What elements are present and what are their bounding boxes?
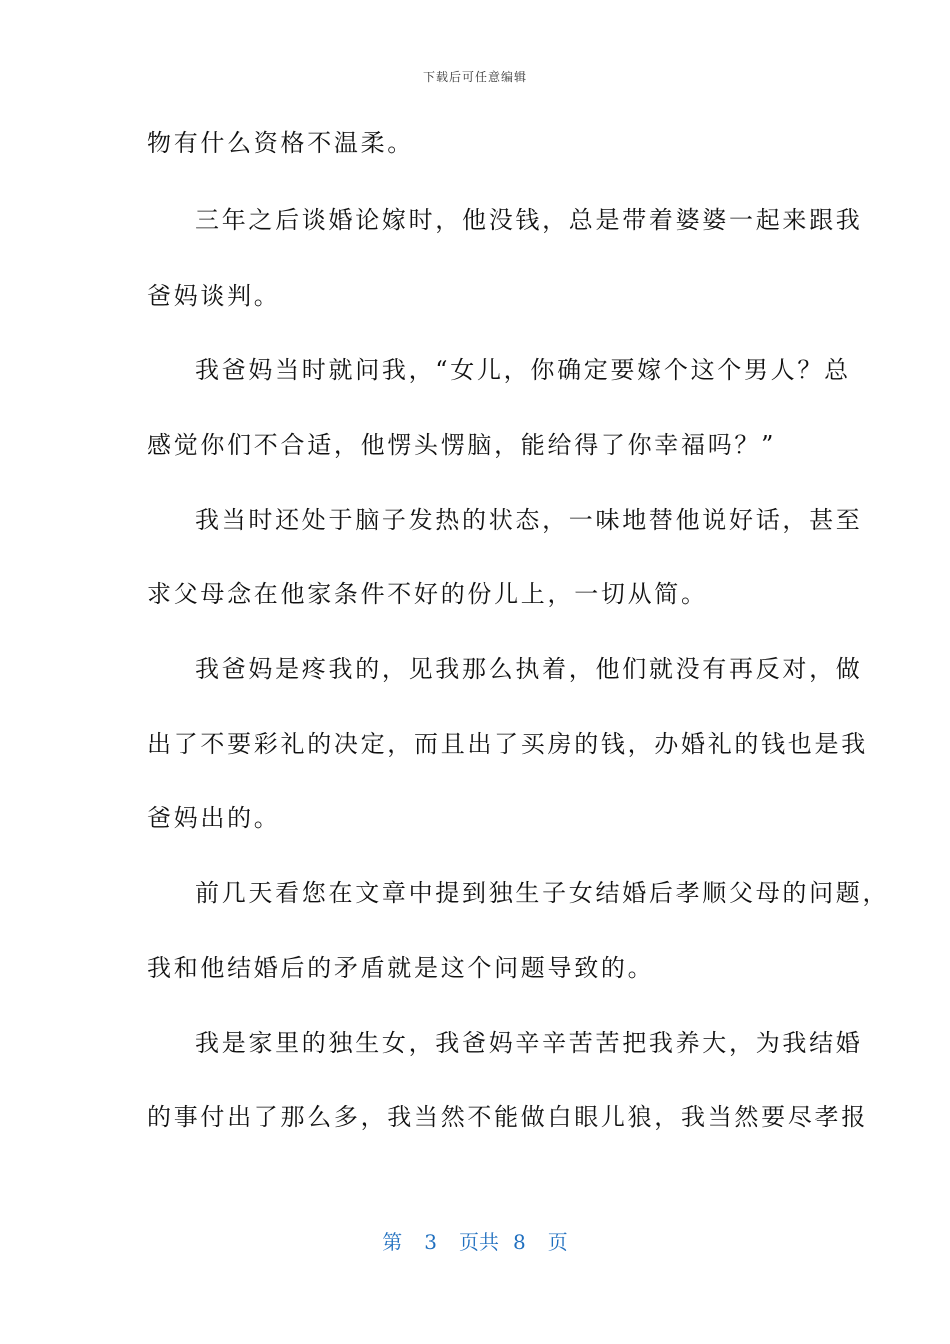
body-line-6: 我当时还处于脑子发热的状态，一味地替他说好话，甚至 <box>195 506 863 534</box>
body-line-13: 我是家里的独生女，我爸妈辛辛苦苦把我养大，为我结婚 <box>195 1029 863 1057</box>
body-line-14: 的事付出了那么多，我当然不能做白眼儿狼，我当然要尽孝报 <box>147 1103 868 1131</box>
footer-page-word: 第 <box>382 1230 403 1254</box>
body-line-10: 爸妈出的。 <box>147 804 281 832</box>
body-line-5: 感觉你们不合适，他愣头愣脑，能给得了你幸福吗？” <box>147 431 777 459</box>
body-line-8: 我爸妈是疼我的，见我那么执着，他们就没有再反对，做 <box>195 655 863 683</box>
footer-page-suffix: 页 <box>547 1230 568 1254</box>
footer-total-pages: 8 <box>513 1230 526 1254</box>
page-footer <box>0 1226 950 1255</box>
footer-total-word: 页共 <box>459 1230 499 1254</box>
body-line-12: 我和他结婚后的矛盾就是这个问题导致的。 <box>147 954 655 982</box>
body-line-9: 出了不要彩礼的决定，而且出了买房的钱，办婚礼的钱也是我 <box>147 730 868 758</box>
body-line-4: 我爸妈当时就问我，“女儿，你确定要嫁个这个男人？总 <box>195 356 851 384</box>
body-line-1: 物有什么资格不温柔。 <box>147 129 414 157</box>
page-header: 下载后可任意编辑 <box>422 70 527 84</box>
body-line-7: 求父母念在他家条件不好的份儿上，一切从简。 <box>147 580 708 608</box>
body-line-11: 前几天看您在文章中提到独生子女结婚后孝顺父母的问题， <box>195 879 890 907</box>
footer-page-number: 3 <box>424 1230 437 1254</box>
body-line-3: 爸妈谈判。 <box>147 282 281 310</box>
body-line-2: 三年之后谈婚论嫁时，他没钱，总是带着婆婆一起来跟我 <box>195 206 863 234</box>
